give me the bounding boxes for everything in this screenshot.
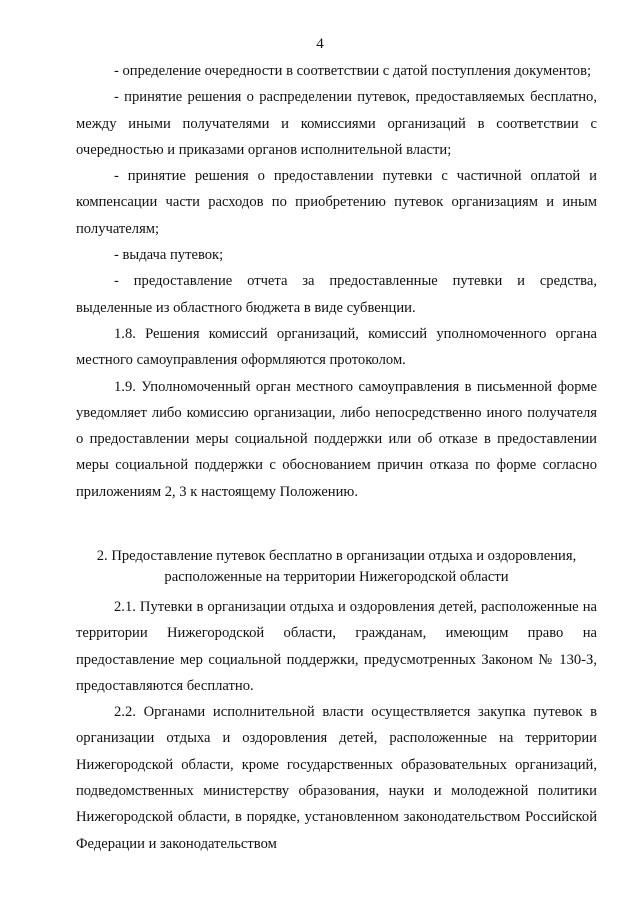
paragraph-2-1: 2.1. Путевки в организации отдыха и оздоровления детей, расположенные на территории Нижегородской области, гражданам, имеющим право на предоставление мер социальной поддержки, предусмотренных Законом № 130-З, предоставляются бесплатно. — [76, 599, 597, 694]
section-heading-line-1: 2. Предоставление путевок бесплатно в организации отдыха и оздоровления, — [96, 548, 577, 564]
paragraph-report: - предоставление отчета за предоставленные путевки и средства, выделенные из областного бюджета в виде субвенции. — [76, 273, 597, 316]
paragraph-queue-determination: - определение очередности в соответствии с датой поступления документов; — [114, 63, 592, 79]
paragraph-1-8: 1.8. Решения комиссий организаций, комиссий уполномоченного органа местного самоуправления оформляются протоколом. — [76, 325, 597, 369]
paragraph-1-9: 1.9. Уполномоченный орган местного самоуправления в письменной форме уведомляет либо комиссию организации, либо непосредственно иного получателя о предоставлении меры социальной поддержки или об отказе в предоставлении меры социальной поддержки с обоснованием причин отказа по форме согласно приложениям 2, 3 к настоящему Положению. — [76, 378, 597, 500]
paragraph-partial-payment-decision: - принятие решения о предоставлении путевки с частичной оплатой и компенсации части расходов по приобретению путевок организациям и иным получателям; — [76, 168, 597, 237]
section-2-text — [76, 594, 597, 857]
paragraph-2-2: 2.2. Органами исполнительной власти осуществляется закупка путевок в организации отдыха и оздоровления детей, расположенные на территории Нижегородской области, кроме государственных образовательных организаций, подведомственных министерству образования, науки и молодежной политики Нижегородской области, в порядке, установленном законодательством Российской Федерации и законодательством — [76, 704, 597, 852]
page-number: 4 — [316, 36, 324, 52]
section-2-heading — [76, 546, 597, 588]
paragraph-free-distribution-decision: - принятие решения о распределении путевок, предоставляемых бесплатно, между иными получателями и комиссиями организаций в соответствии с очередностью и приказами органов исполнительной власти; — [76, 89, 597, 158]
section-heading-line-2: расположенные на территории Нижегородской области — [164, 569, 509, 585]
paragraph-voucher-issue: - выдача путевок; — [114, 247, 224, 264]
section-1-text — [76, 58, 597, 505]
